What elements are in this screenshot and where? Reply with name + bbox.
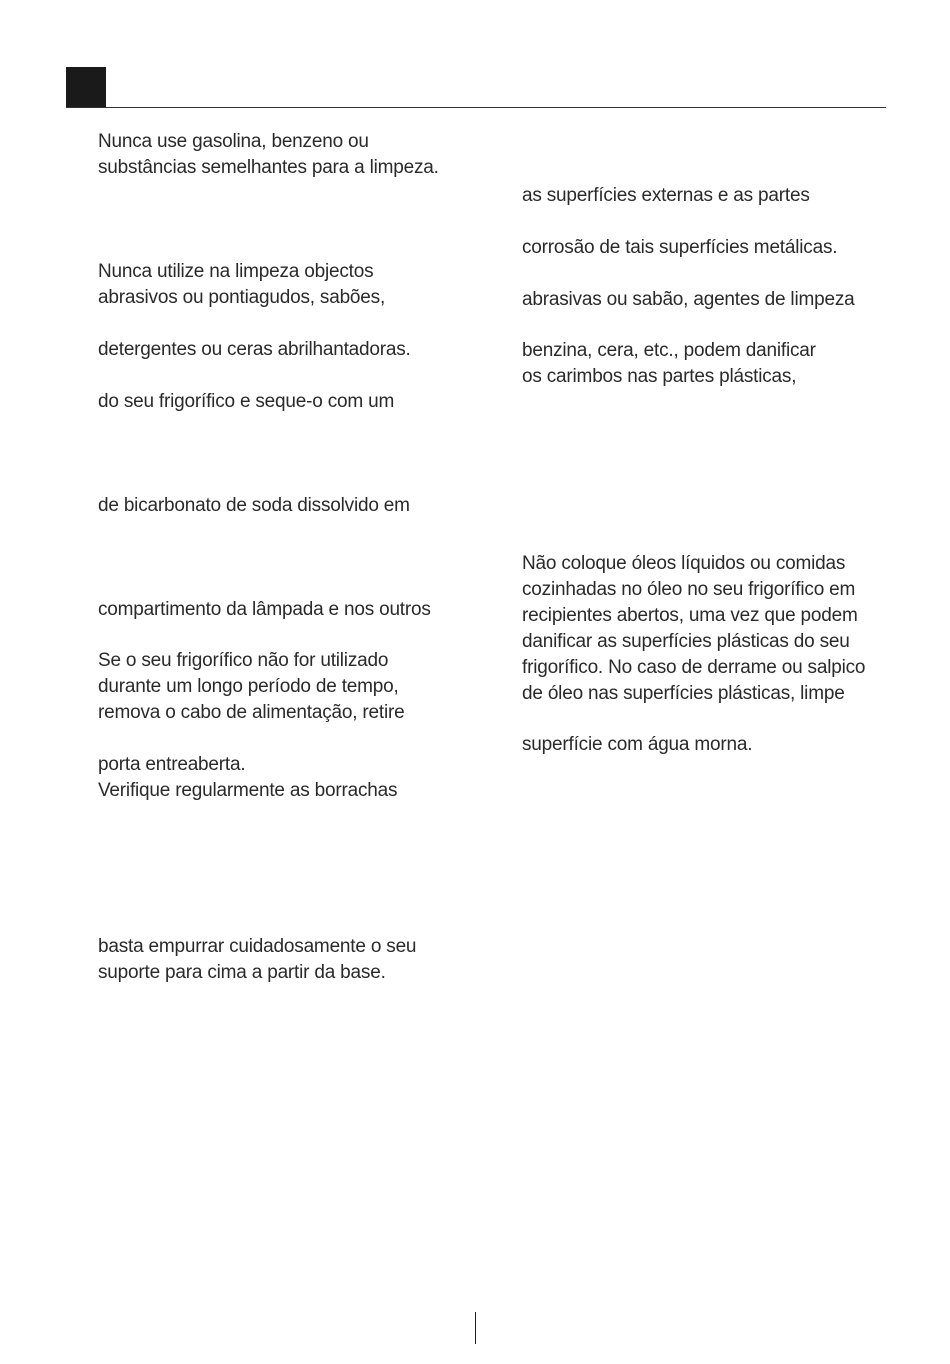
page-divider (475, 1312, 476, 1344)
header-rule (66, 107, 886, 108)
text-line: Se o seu frigorífico não for utilizado (98, 650, 389, 671)
text-line: cozinhadas no óleo no seu frigorífico em (522, 579, 856, 600)
text-line: porta entreaberta. (98, 754, 246, 775)
text-line: Nunca utilize na limpeza objectos (98, 261, 374, 282)
text-line: superfície com água morna. (522, 734, 753, 755)
text-line: corrosão de tais superfícies metálicas. (522, 237, 838, 258)
text-line: detergentes ou ceras abrilhantadoras. (98, 339, 411, 360)
text-line: danificar as superfícies plásticas do seu (522, 631, 850, 652)
section-marker (66, 67, 106, 107)
text-line: Nunca use gasolina, benzeno ou (98, 131, 369, 152)
text-line: de bicarbonato de soda dissolvido em (98, 495, 410, 516)
text-line: de óleo nas superfícies plásticas, limpe (522, 683, 845, 704)
text-line: durante um longo período de tempo, (98, 676, 399, 697)
text-line: suporte para cima a partir da base. (98, 962, 386, 983)
text-line: do seu frigorífico e seque-o com um (98, 391, 395, 412)
text-line: compartimento da lâmpada e nos outros (98, 599, 431, 620)
text-line: recipientes abertos, uma vez que podem (522, 605, 858, 626)
text-line: remova o cabo de alimentação, retire (98, 702, 405, 723)
text-line: substâncias semelhantes para a limpeza. (98, 157, 439, 178)
text-line: frigorífico. No caso de derrame ou salpico (522, 657, 866, 678)
text-line: os carimbos nas partes plásticas, (522, 366, 797, 387)
text-line: benzina, cera, etc., podem danificar (522, 340, 816, 361)
text-line: basta empurrar cuidadosamente o seu (98, 936, 417, 957)
text-line: as superfícies externas e as partes (522, 185, 810, 206)
text-line: Verifique regularmente as borrachas (98, 780, 398, 801)
text-line: abrasivos ou pontiagudos, sabões, (98, 287, 386, 308)
text-line: Não coloque óleos líquidos ou comidas (522, 553, 846, 574)
text-line: abrasivas ou sabão, agentes de limpeza (522, 289, 855, 310)
